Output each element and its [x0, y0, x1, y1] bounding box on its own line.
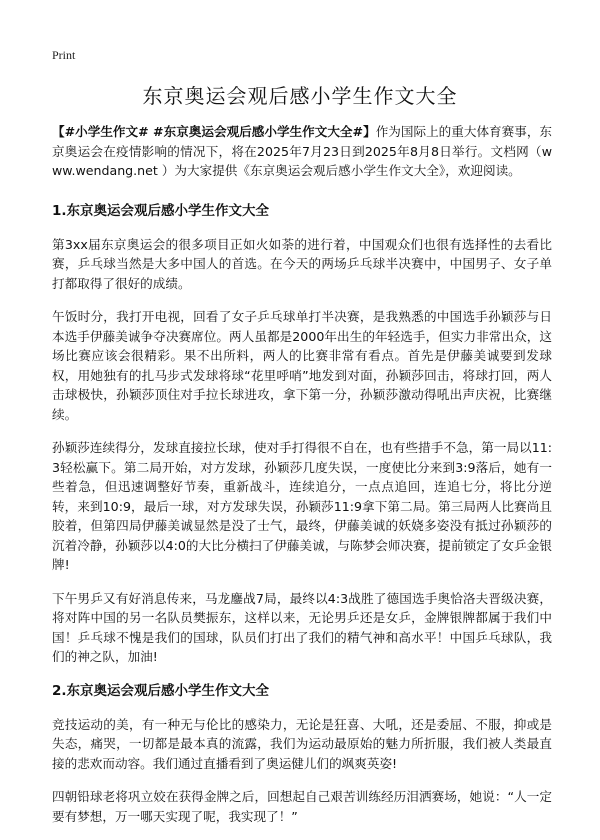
intro-tags: 【#小学生作文# #东京奥运会观后感小学生作文大全#】 — [52, 124, 376, 139]
intro-paragraph — [52, 122, 552, 181]
section-1-paragraph-2: 午饭时分，我打开电视，回看了女子乒乓球单打半决赛，是我熟悉的中国选手孙颖莎与日本选手伊藤美诚争夺决赛席位。两人虽都是2000年出生的年轻选手，但实力非常出众，这场比赛应该会很精彩。果不出所料，两人的比赛非常有看点。首先是伊藤美诚要到发球权，用她独有的扎马步式发球将球“花里呼哨”地发到对面，孙颖莎回击，将球打回，两人击球极快，孙颖莎顶住对手拉长球进攻，拿下第一分，孙颖莎激动得吼出声庆祝，比赛继续。 — [52, 309, 552, 422]
intro-text: 作为国际上的重大体育赛事，东京奥运会在疫情影响的情况下，将在2025年7月23日到2025年8月8日举行。文档网（www.wendang.net ）为大家提供《东京奥运会观后感小学生作文大全》，欢迎阅读。 — [52, 124, 553, 178]
section-1-paragraph-3: 孙颖莎连续得分，发球直接拉长球，使对手打得很不自在，也有些措手不急，第一局以11:3轻松赢下。第二局开始，对方发球，孙颖莎几度失误，一度使比分来到3:9落后，她有一些着急，但迅速调整好节奏，重新战斗，连续追分，一点点追回，连追七分，将比分逆转，来到10:9，最后一球，对方发球失误，孙颖莎11:9拿下第二局。第三局两人比赛尚且胶着，但第四局伊藤美诚显然是没了士气，最终，伊藤美诚的妖娆多姿没有抵过孙颖莎的沉着冷静，孙颖莎以4:0的大比分横扫了伊藤美诚，与陈梦会师决赛，提前锁定了女乒金银牌! — [52, 440, 552, 572]
section-1-paragraph-1: 第3xx届东京奥运会的很多项目正如火如荼的进行着，中国观众们也很有选择性的去看比赛，乒乓球当然是大多中国人的首选。在今天的两场乒乓球半决赛中，中国男子、女子单打都取得了很好的成绩。 — [52, 236, 552, 291]
page-title: 东京奥运会观后感小学生作文大全 — [142, 84, 458, 108]
section-2-heading: 2.东京奥运会观后感小学生作文大全 — [52, 682, 270, 699]
section-1-paragraph-4: 下午男乒又有好消息传来，马龙鏖战7局，最终以4:3战胜了德国选手奥恰洛夫晋级决赛，将对阵中国的另一名队员樊振东，这样以来，无论男乒还是女乒，金牌银牌都属于我们中国！乒乓球不愧是我们的国球，队员们打出了我们的精气神和高水平！中国乒乓球队，我们的神之队，加油! — [52, 590, 552, 664]
section-2-paragraph-1: 竞技运动的美，有一种无与伦比的感染力，无论是狂喜、大吼，还是委屈、不服，抑或是失态，痛哭，一切都是最本真的流露，我们为运动最原始的魅力所折服，我们被人类最直接的悲欢而动容。我们通过直播看到了奥运健儿们的飒爽英姿! — [52, 716, 552, 771]
section-2-paragraph-2: 四朝铅球老将巩立姣在获得金牌之后，回想起自己艰苦训练经历泪洒赛场，她说：“人一定要有梦想，万一哪天实现了呢，我实现了！” — [52, 789, 552, 824]
article-body — [52, 122, 552, 840]
section-1-heading: 1.东京奥运会观后感小学生作文大全 — [52, 202, 270, 219]
print-label: Print — [52, 48, 76, 62]
